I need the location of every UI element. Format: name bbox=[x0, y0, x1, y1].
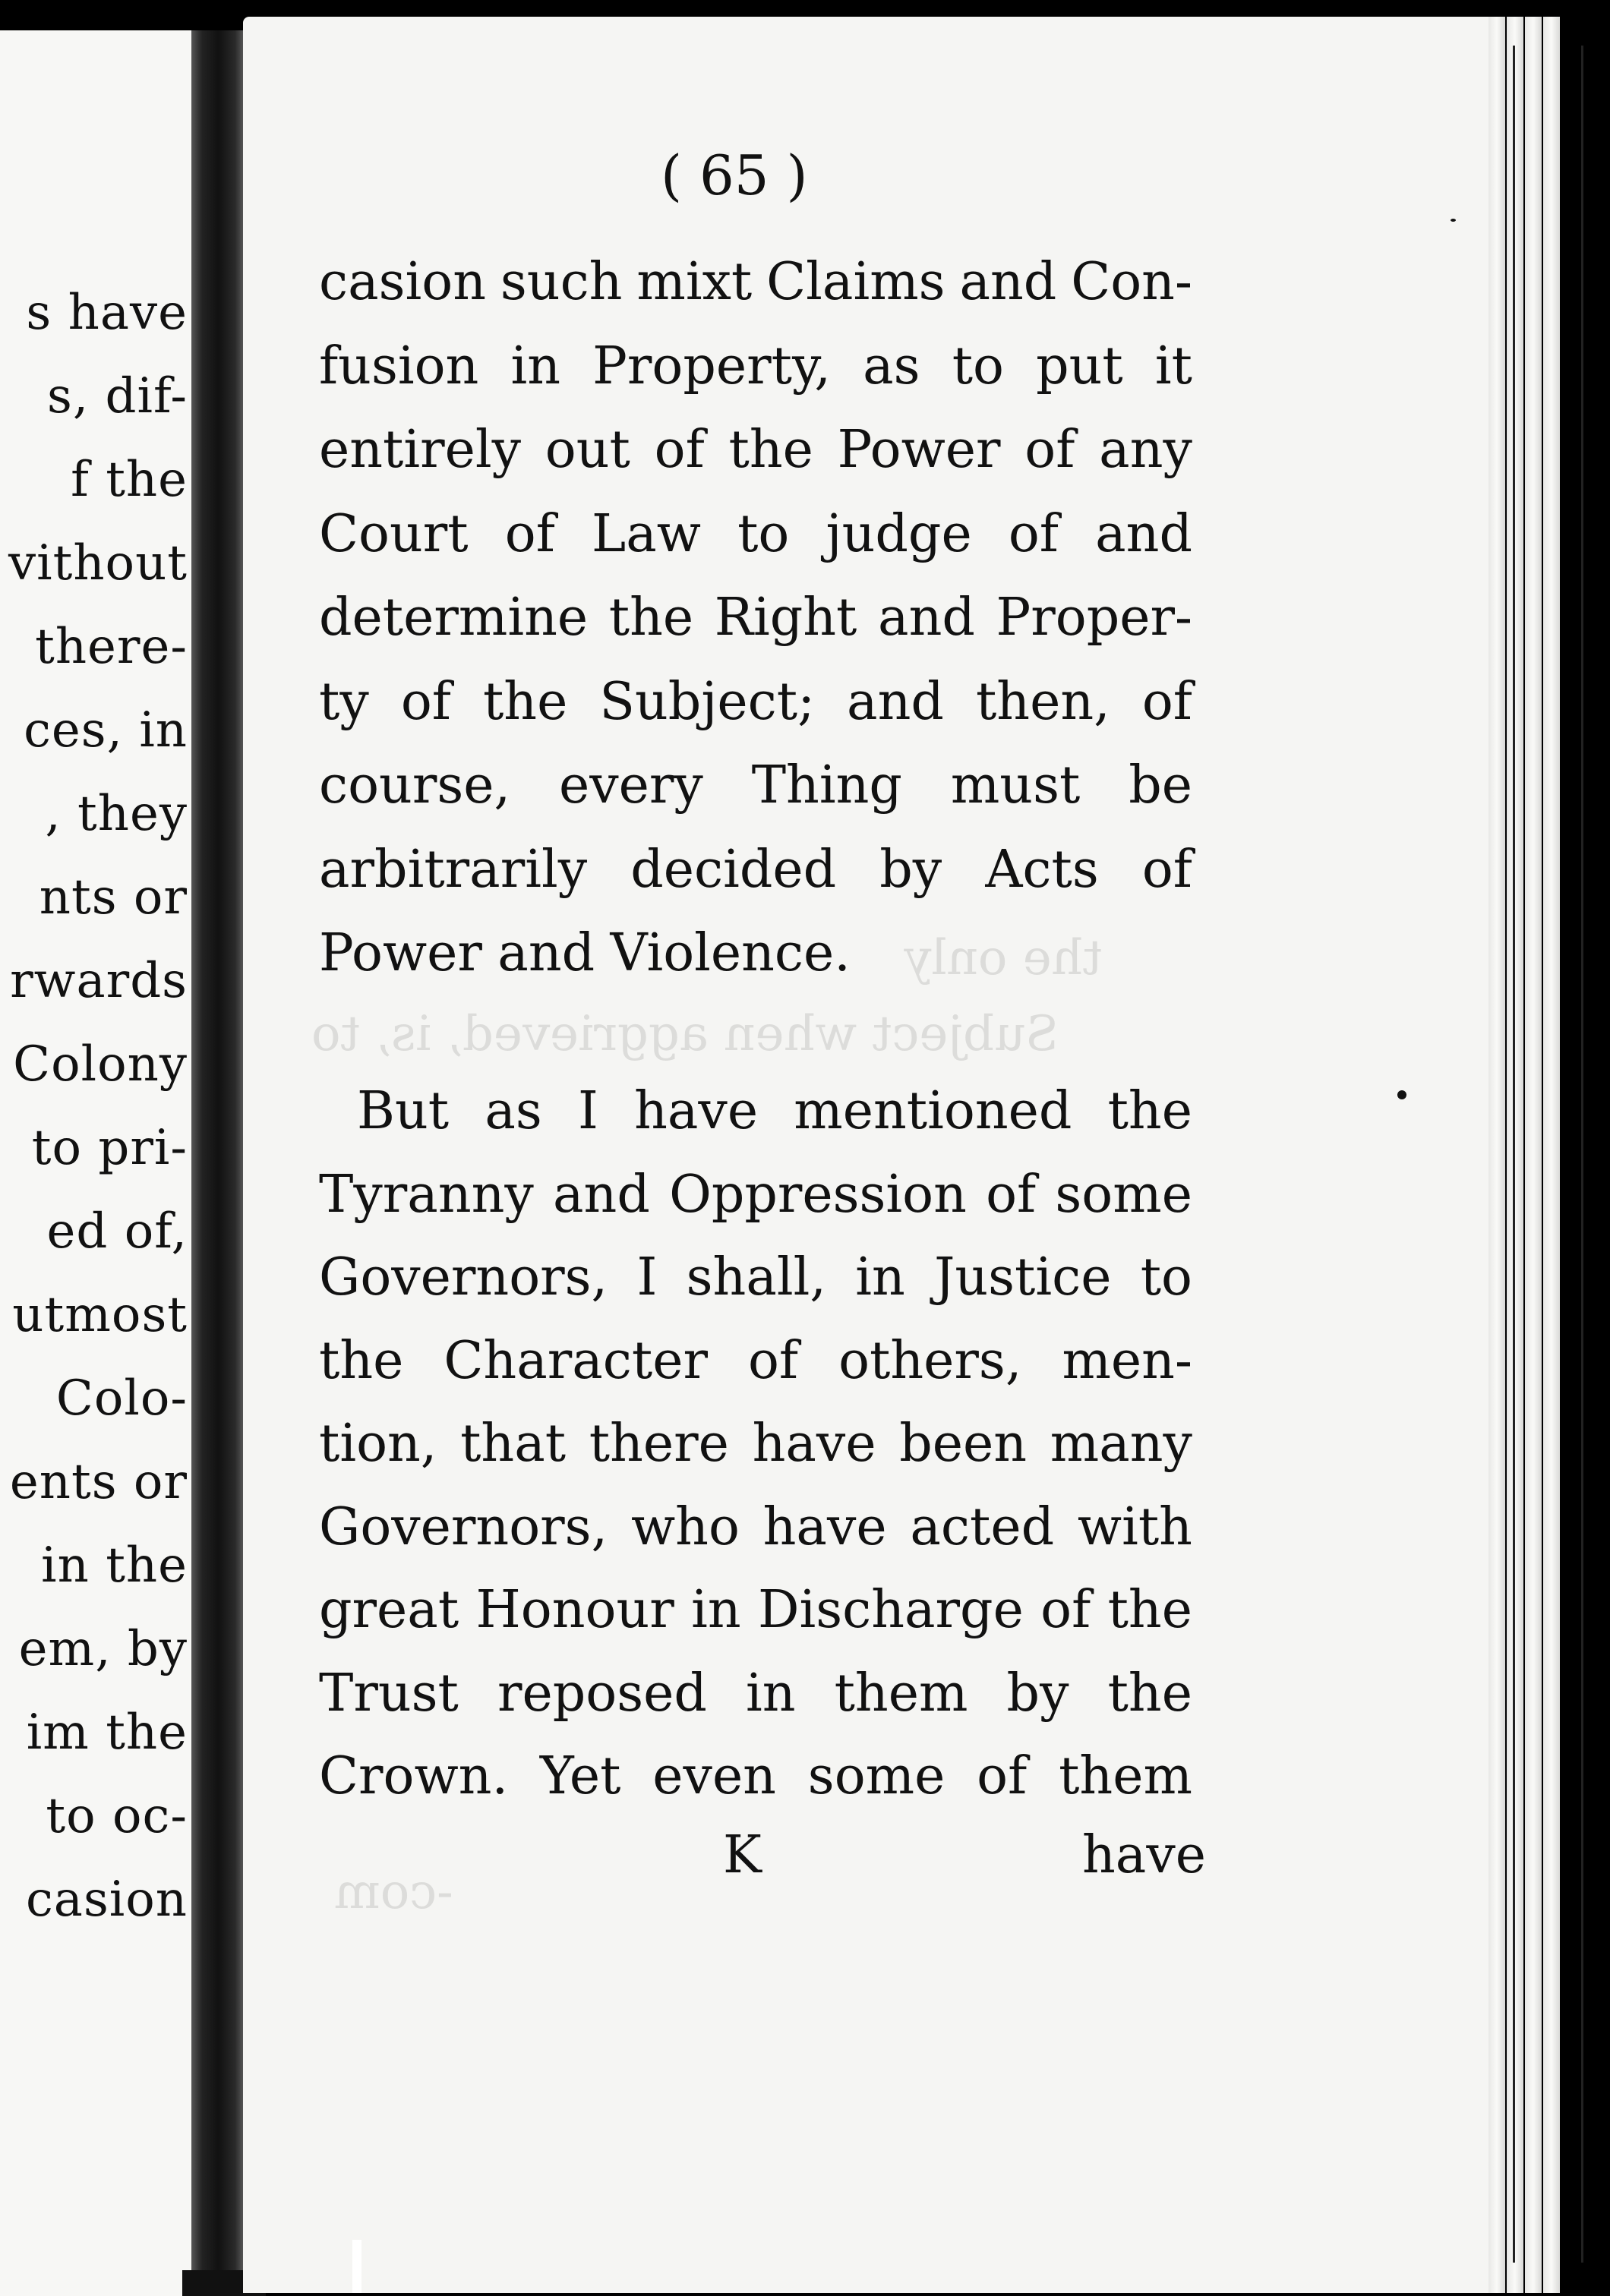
text-line: Trust reposed in them by the bbox=[319, 1663, 1192, 1724]
left-page-line: ces, in bbox=[24, 702, 188, 758]
text-line: fusion in Property, as to put it bbox=[319, 336, 1192, 396]
left-page-line: in the bbox=[41, 1538, 188, 1594]
left-page-line: im the bbox=[26, 1705, 188, 1761]
scan-artifact bbox=[352, 2240, 361, 2293]
text-line: tion, that there have been many bbox=[319, 1414, 1192, 1474]
left-page-line: utmost bbox=[12, 1287, 188, 1343]
book-gutter bbox=[191, 30, 246, 2270]
left-page-line: ed of, bbox=[46, 1203, 188, 1260]
left-page-line: Colony bbox=[13, 1036, 188, 1093]
text-line: ty of the Subject; and then, of bbox=[319, 671, 1192, 732]
text-line: Crown. Yet even some of them bbox=[319, 1746, 1192, 1806]
left-page-line: ents or bbox=[9, 1454, 188, 1510]
signature-mark: K bbox=[723, 1825, 762, 1885]
text-line: Governors, I shall, in Justice to bbox=[319, 1247, 1192, 1307]
scan-border bbox=[1590, 0, 1610, 2296]
left-page-line: , they bbox=[45, 786, 188, 842]
left-page-line: s have bbox=[26, 285, 188, 341]
left-page-line: f the bbox=[71, 452, 188, 508]
ink-speck bbox=[1397, 1090, 1406, 1099]
text-line: determine the Right and Proper- bbox=[319, 588, 1192, 648]
left-page bbox=[0, 30, 195, 2296]
text-line: Power and Violence. bbox=[319, 923, 851, 983]
text-line: great Honour in Discharge of the bbox=[319, 1580, 1192, 1640]
left-page-line: vithout bbox=[8, 535, 188, 591]
left-page-line: to oc- bbox=[46, 1788, 188, 1844]
show-through-text: Subject when aggrieved, is, to bbox=[311, 1006, 1059, 1062]
text-line: Tyranny and Oppression of some bbox=[319, 1164, 1192, 1225]
page-edge bbox=[1507, 17, 1523, 2293]
text-line: But as I have mentioned the bbox=[357, 1081, 1192, 1141]
text-line: course, every Thing must be bbox=[319, 755, 1192, 815]
left-page-line: em, by bbox=[18, 1621, 188, 1677]
page-number: ( 65 ) bbox=[661, 144, 808, 207]
ink-speck bbox=[1451, 219, 1456, 222]
show-through-text: -com bbox=[334, 1864, 453, 1920]
text-line: Court of Law to judge of and bbox=[319, 503, 1192, 564]
left-page-line: there- bbox=[35, 619, 188, 675]
left-page-line: to pri- bbox=[31, 1120, 188, 1176]
left-page-line: casion bbox=[25, 1872, 188, 1928]
show-through-text: the only bbox=[904, 930, 1103, 986]
left-page-line: s, dif- bbox=[47, 368, 188, 424]
text-line: entirely out of the Power of any bbox=[319, 420, 1192, 480]
left-page-line: Colo- bbox=[55, 1370, 188, 1427]
page-edge bbox=[1488, 17, 1505, 2293]
page-edge bbox=[1543, 17, 1560, 2293]
left-page-line: rwards bbox=[10, 953, 188, 1009]
text-line: arbitrarily decided by Acts of bbox=[319, 839, 1192, 900]
catchword: have bbox=[1082, 1825, 1206, 1885]
page-edge bbox=[1525, 17, 1542, 2293]
left-page-line: nts or bbox=[39, 869, 188, 926]
text-line: the Character of others, men- bbox=[319, 1330, 1192, 1391]
text-line: Governors, who have acted with bbox=[319, 1496, 1192, 1557]
page-edge-line bbox=[1513, 46, 1515, 2263]
text-line: casion such mixt Claims and Con- bbox=[319, 252, 1192, 312]
page-edge-line bbox=[1581, 46, 1583, 2263]
